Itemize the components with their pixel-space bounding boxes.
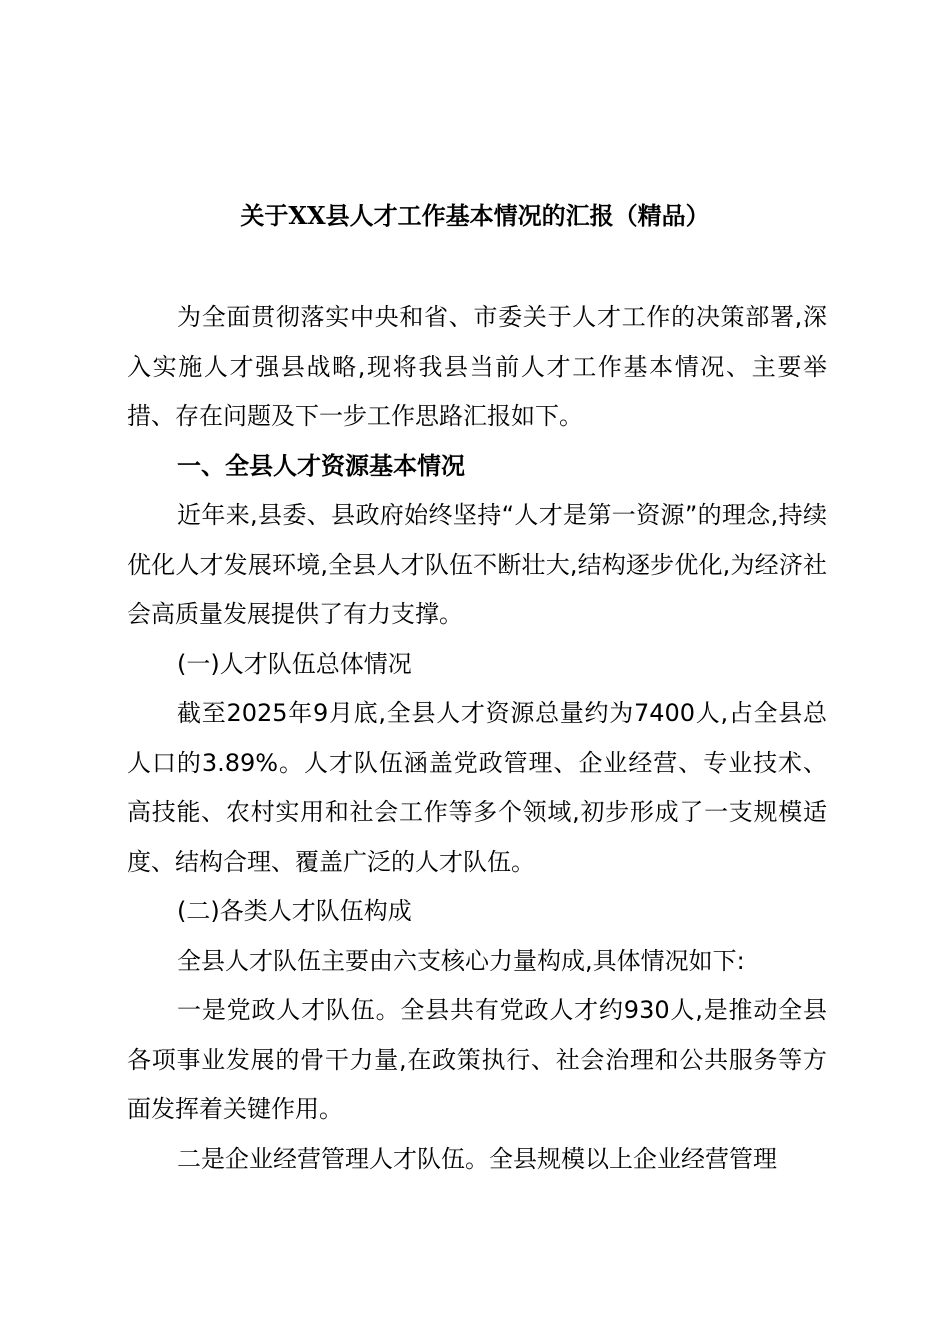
intro-paragraph: 为全面贯彻落实中央和省、市委关于人才工作的决策部署,深入实施人才强县战略,现将我县当前人才工作基本情况、主要举措、存在问题及下一步工作思路汇报如下。	[127, 303, 827, 430]
subsection-1-paragraph: 截至2025年9月底,全县人才资源总量约为7400人,占全县总人口的3.89%。人才队伍涵盖党政管理、企业经营、专业技术、高技能、农村实用和社会工作等多个领域,初步形成了一支规模适度、结构合理、覆盖广泛的人才队伍。	[127, 699, 827, 876]
subsection-heading-1: (一)人才队伍总体情况	[177, 649, 412, 678]
party-talent-paragraph: 一是党政人才队伍。全县共有党政人才约930人,是推动全县各项事业发展的骨干力量,在政策执行、社会治理和公共服务等方面发挥着关键作用。	[127, 996, 827, 1123]
section-heading-1: 一、全县人才资源基本情况	[177, 451, 465, 480]
section-1-paragraph: 近年来,县委、县政府始终坚持“人才是第一资源”的理念,持续优化人才发展环境,全县人才队伍不断壮大,结构逐步优化,为经济社会高质量发展提供了有力支撑。	[127, 501, 827, 628]
subsection-heading-2: (二)各类人才队伍构成	[177, 897, 412, 925]
document-title: 关于XX县人才工作基本情况的汇报（精品）	[240, 201, 710, 230]
subsection-2-intro: 全县人才队伍主要由六支核心力量构成,具体情况如下:	[177, 946, 745, 975]
enterprise-talent-paragraph: 二是企业经营管理人才队伍。全县规模以上企业经营管理	[177, 1144, 777, 1173]
document-body	[127, 293, 827, 1184]
